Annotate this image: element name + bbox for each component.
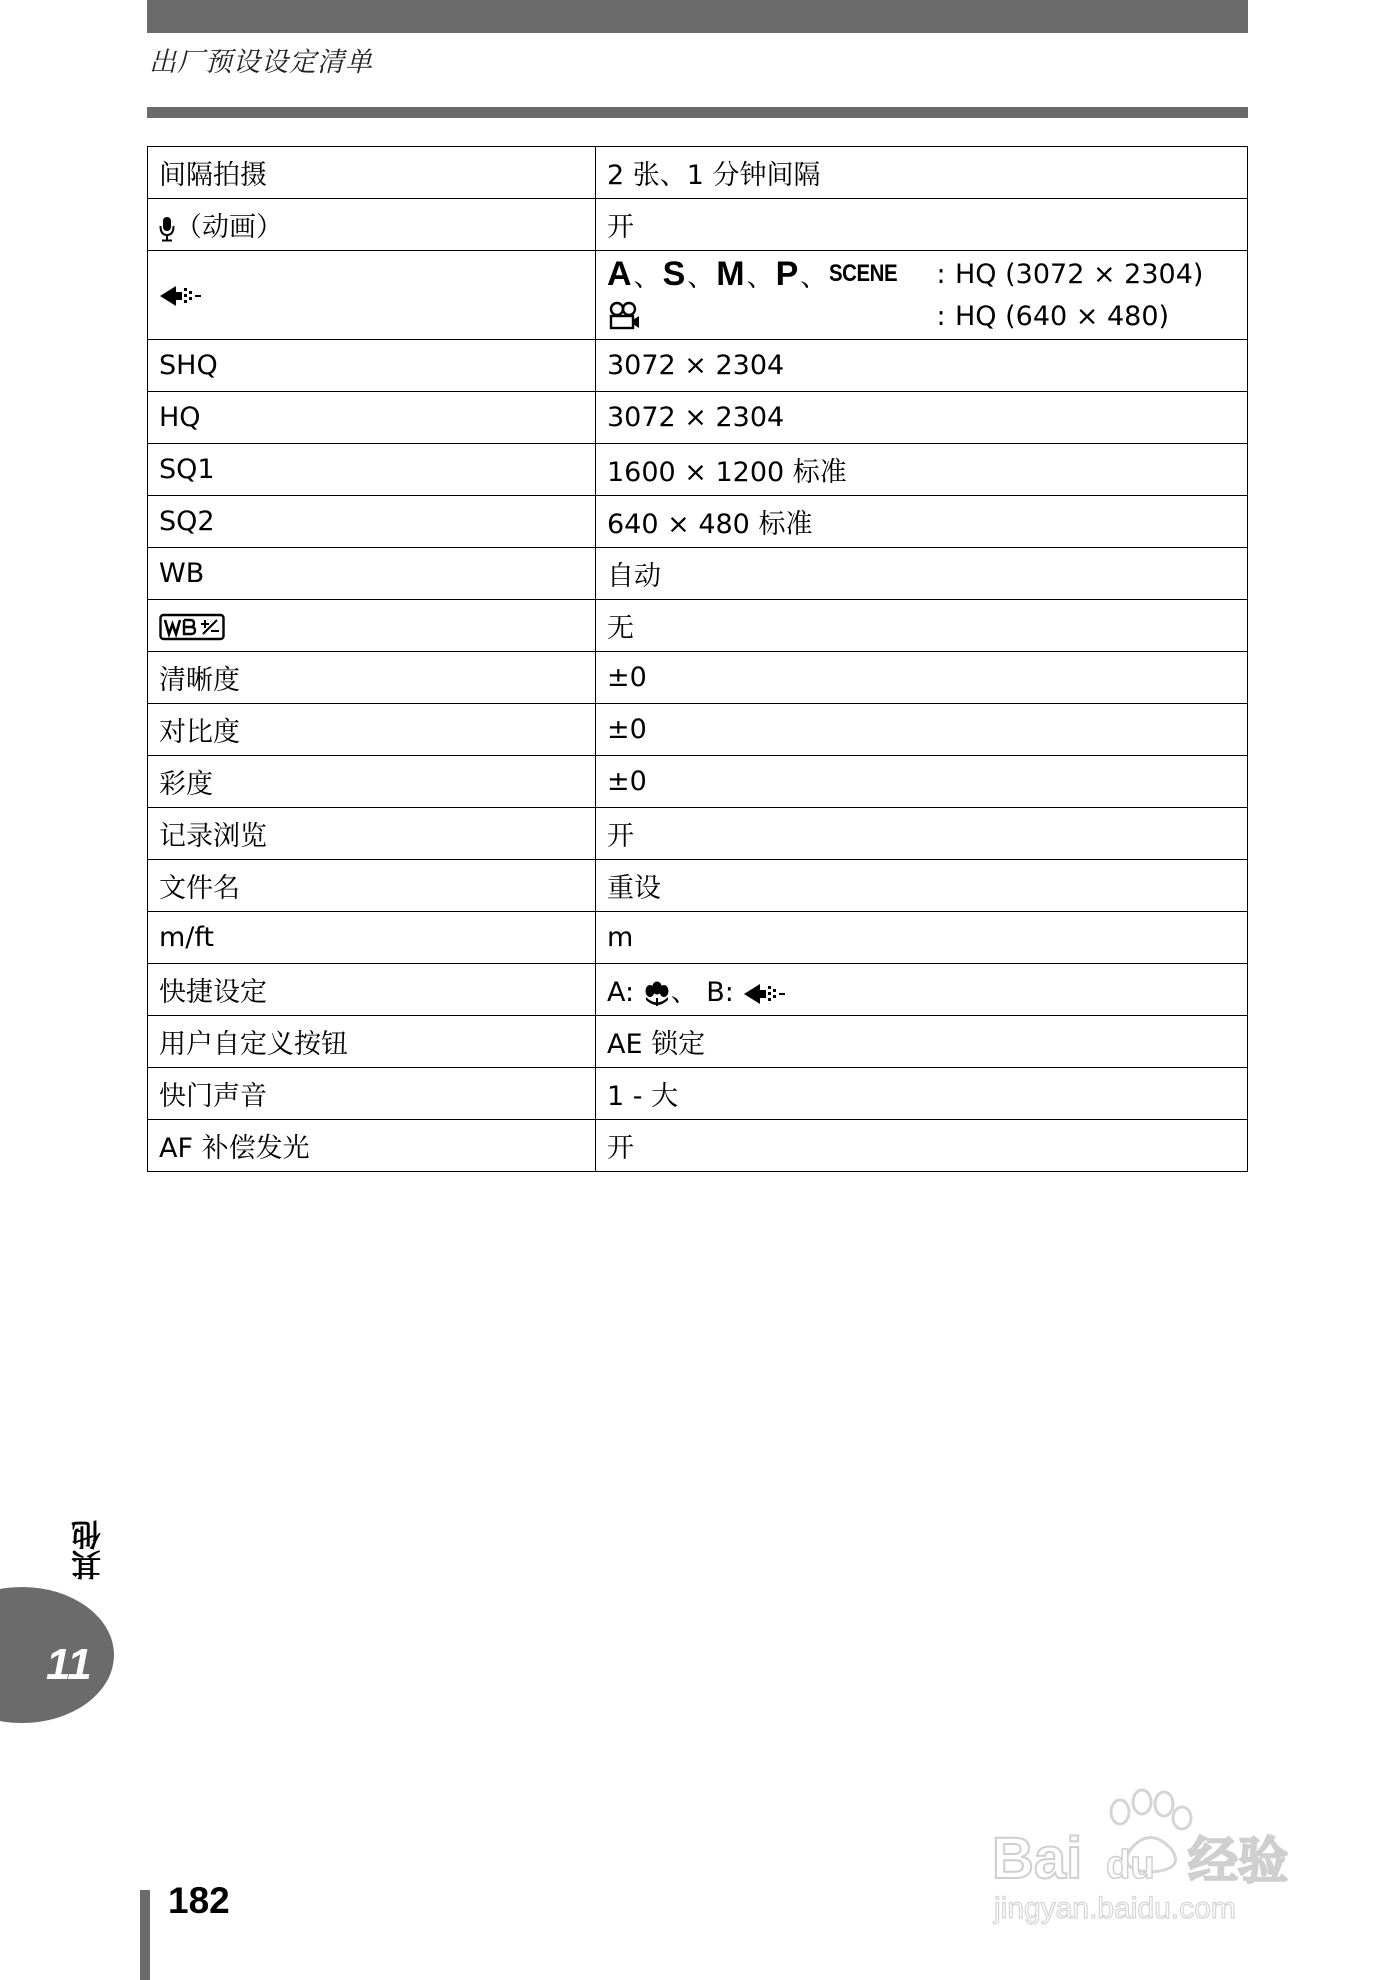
setting-value: ±0 (596, 704, 1248, 756)
table-row (148, 444, 1248, 496)
setting-name: WB (148, 548, 596, 600)
quality-mode-icon (743, 981, 787, 1007)
setting-value (596, 251, 1248, 340)
table-row (148, 964, 1248, 1016)
top-bar (147, 0, 1248, 33)
watermark-product: 经验 (1188, 1832, 1288, 1890)
page-number-rule (140, 1890, 150, 1980)
table-row (148, 147, 1248, 199)
table-row (148, 1120, 1248, 1172)
setting-value: ±0 (596, 756, 1248, 808)
setting-value: 640 × 480 标准 (596, 496, 1248, 548)
separator: 、 (633, 261, 661, 293)
setting-name: 间隔拍摄 (148, 147, 596, 199)
table-row (148, 1016, 1248, 1068)
chapter-number: 11 (46, 1640, 92, 1689)
setting-name (148, 251, 596, 340)
setting-value (596, 964, 1248, 1016)
setting-name: AF 补偿发光 (148, 1120, 596, 1172)
table-row (148, 756, 1248, 808)
table-row (148, 808, 1248, 860)
table-row (148, 548, 1248, 600)
table-row (148, 860, 1248, 912)
quality-mode-icon (159, 283, 203, 309)
table-row (148, 912, 1248, 964)
setting-name (148, 600, 596, 652)
setting-value: 无 (596, 600, 1248, 652)
setting-name: HQ (148, 392, 596, 444)
table-row (148, 199, 1248, 251)
setting-name: m/ft (148, 912, 596, 964)
table-row (148, 251, 1248, 340)
setting-name (148, 199, 596, 251)
table-row (148, 496, 1248, 548)
still-mode-line (607, 253, 1236, 295)
movie-camera-icon (607, 301, 641, 331)
setting-value: AE 锁定 (596, 1016, 1248, 1068)
watermark-url: jingyan.baidu.com (994, 1892, 1236, 1925)
setting-value: 开 (596, 199, 1248, 251)
mode-a-label: A (607, 254, 632, 293)
setting-name: 快门声音 (148, 1068, 596, 1120)
separator: 、 (687, 261, 715, 293)
table-row (148, 1068, 1248, 1120)
mode-m-label: M (716, 254, 745, 293)
table-row (148, 600, 1248, 652)
shortcut-a-label: A: (607, 977, 635, 1008)
setting-value: 2 张、1 分钟间隔 (596, 147, 1248, 199)
setting-value: 开 (596, 808, 1248, 860)
section-tab-label: 其他 (72, 1520, 107, 1580)
watermark-brand: Bai (992, 1826, 1083, 1891)
setting-value: ±0 (596, 652, 1248, 704)
setting-name: 清晰度 (148, 652, 596, 704)
page-title: 出厂预设设定清单 (149, 47, 373, 78)
setting-value: m (596, 912, 1248, 964)
table-row (148, 704, 1248, 756)
separator: 、 (746, 261, 774, 293)
watermark-brand-du: du (1106, 1843, 1155, 1887)
setting-value: 3072 × 2304 (596, 340, 1248, 392)
page-number: 182 (168, 1880, 230, 1921)
setting-value: 自动 (596, 548, 1248, 600)
setting-name: 彩度 (148, 756, 596, 808)
setting-name: SQ2 (148, 496, 596, 548)
microphone-icon (159, 216, 175, 242)
baidu-watermark-logo (990, 1770, 1320, 1930)
separator: 、 (800, 261, 828, 293)
setting-value: 开 (596, 1120, 1248, 1172)
setting-value: 1600 × 1200 标准 (596, 444, 1248, 496)
separator: 、 (670, 977, 698, 1008)
scene-mode-label: SCENE (829, 260, 898, 287)
setting-name: 文件名 (148, 860, 596, 912)
header-rule (147, 107, 1248, 118)
setting-name-text: （动画） (175, 212, 283, 243)
table-row (148, 392, 1248, 444)
colon: : (936, 300, 946, 332)
setting-name: SHQ (148, 340, 596, 392)
movie-mode-line (607, 295, 1236, 337)
settings-table (147, 146, 1248, 1172)
table-row (148, 340, 1248, 392)
wb-adjust-icon (159, 613, 225, 641)
setting-name: 对比度 (148, 704, 596, 756)
shortcut-b-label: B: (706, 977, 734, 1008)
setting-name: SQ1 (148, 444, 596, 496)
table-row (148, 652, 1248, 704)
movie-quality-value: HQ (640 × 480) (955, 300, 1170, 332)
mode-s-label: S (662, 254, 686, 293)
setting-name: 用户自定义按钮 (148, 1016, 596, 1068)
setting-value: 重设 (596, 860, 1248, 912)
mode-p-label: P (775, 254, 799, 293)
colon: : (936, 258, 946, 290)
setting-name: 快捷设定 (148, 964, 596, 1016)
setting-name: 记录浏览 (148, 808, 596, 860)
setting-value: 1 - 大 (596, 1068, 1248, 1120)
still-quality-value: HQ (3072 × 2304) (955, 258, 1204, 290)
macro-flower-icon (643, 980, 671, 1008)
setting-value: 3072 × 2304 (596, 392, 1248, 444)
